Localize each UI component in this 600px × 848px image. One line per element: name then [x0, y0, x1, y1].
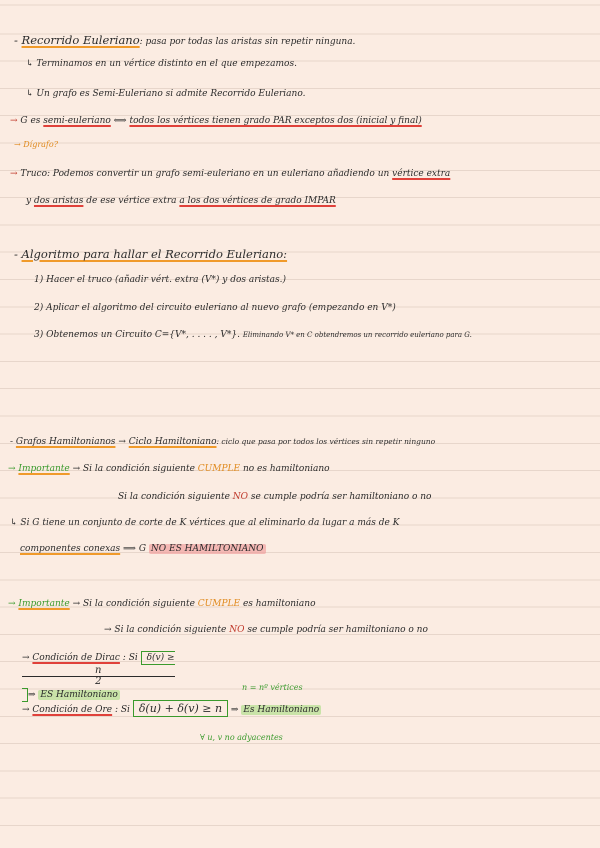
heading-recorrido-euleriano: Recorrido Euleriano [21, 33, 140, 47]
hamilton-line-3 [118, 489, 431, 505]
conclusion-no-hamiltoniano: NO ES HAMILTONIANO [150, 544, 264, 554]
condition-text: Si la condición siguiente [118, 492, 230, 502]
hamilton-line-7 [104, 622, 428, 638]
condition-text: → Si la condición siguiente [72, 599, 195, 609]
term-vertices-impar: a los dos vértices de grado IMPAR [179, 196, 336, 206]
euler-line-6 [10, 166, 450, 182]
result-es-hamiltoniano: Es Hamiltoniano [243, 705, 320, 715]
bullet-dash: - [14, 247, 18, 261]
dirac-expression: δ(v) ≥ [146, 653, 175, 663]
keyword-no: NO [229, 625, 245, 635]
hamilton-line-1 [10, 434, 435, 450]
algoritmo-step-2: 2) Aplicar el algoritmo del circuito euleriano al nuevo grafo (empezando en V*) [34, 303, 396, 313]
term-componentes-conexas: componentes conexas [20, 544, 121, 554]
keyword-no: NO [232, 492, 249, 502]
condition-result: es hamiltoniano [242, 599, 316, 609]
hamilton-line-5 [20, 541, 266, 557]
term-vertice-extra: vértice extra [392, 169, 451, 179]
euler-line-1 [14, 32, 355, 50]
implies-symbol: ⇒ [230, 705, 239, 715]
arrow-icon: → [118, 437, 126, 447]
implies-symbol: ⇒ [28, 690, 36, 700]
ore-formula-box: δ(u) + δ(v) ≥ n [133, 700, 228, 717]
euler-line-3: ↳ Un grafo es Semi-Euleriano si admite Recorrido Euleriano. [26, 89, 306, 99]
arrow-icon: → [8, 464, 16, 474]
hamilton-line-4: ↳ Si G tiene un conjunto de corte de K vértices que al eliminarlo da lugar a más de K [10, 518, 400, 528]
iff-symbol: ⟺ [113, 116, 127, 126]
condition-text: → Si la condición siguiente [104, 625, 227, 635]
bullet-dash: - [14, 33, 18, 47]
condition-result: no es hamiltoniano [242, 464, 330, 474]
heading-algoritmo: Algoritmo para hallar el Recorrido Euleriano: [21, 247, 288, 261]
label-importante: Importante [18, 464, 70, 474]
fraction-denominator: 2 [95, 676, 102, 687]
dirac-line [22, 650, 175, 703]
term-semi-euleriano: semi-euleriano [43, 116, 111, 126]
text-y: y [26, 196, 32, 206]
euler-line-2: ↳ Terminamos en un vértice distinto en el que empezamos. [26, 59, 297, 69]
arrow-icon: → [22, 705, 30, 715]
heading-ciclo-hamiltoniano: Ciclo Hamiltoniano [128, 437, 217, 447]
label-condicion-ore: Condición de Ore [32, 705, 113, 715]
dirac-note: n = nº vértices [242, 683, 303, 692]
term-dos-aristas: dos aristas [33, 196, 84, 206]
text-g: G [138, 544, 147, 554]
euler-line-4 [10, 113, 422, 129]
ciclo-definition: : ciclo que pasa por todos los vértices sin repetir ninguno [216, 437, 436, 446]
hamilton-line-6 [8, 596, 316, 612]
step-3-note: Eliminando V* en C obtendremos un recorrido euleriano para G. [242, 331, 472, 339]
condition-text: → Si la condición siguiente [72, 464, 195, 474]
algoritmo-step-3 [34, 327, 472, 343]
arrow-icon: → [10, 169, 18, 179]
keyword-cumple: CUMPLE [197, 464, 241, 474]
truco-text: Podemos convertir un grafo semi-euleriano en un euleriano añadiendo un [52, 169, 390, 179]
condition-result: se cumple podría ser hamiltoniano o no [247, 625, 428, 635]
truco-label: Truco: [20, 169, 51, 179]
step-3-text: 3) Obtenemos un Circuito C={V*, . . . . , V*}. [34, 330, 240, 340]
implies-symbol: ⟹ [123, 544, 136, 554]
euler-line-7 [26, 193, 336, 209]
ore-note: ∀ u, v no adyacentes [200, 733, 283, 742]
condition-result: se cumple podría ser hamiltoniano o no [250, 492, 432, 502]
semi-euleriano-condition: todos los vértices tienen grado PAR exceptos dos (inicial y final) [129, 116, 422, 126]
ore-line [22, 701, 321, 718]
fraction-n-over-2 [22, 666, 175, 687]
result-es-hamiltoniano: ES Hamiltoniano [40, 690, 118, 700]
digrafo-note: → Dígrafo? [14, 140, 58, 149]
text-mid: de ese vértice extra [86, 196, 177, 206]
label-condicion-dirac: Condición de Dirac [32, 653, 120, 663]
fraction-numerator: n [22, 666, 175, 677]
definition-text: : pasa por todas las aristas sin repetir ninguna. [139, 37, 356, 47]
text-g-es: G es [20, 116, 41, 126]
text-si: : Si [115, 705, 130, 715]
text-si: : Si [122, 653, 138, 663]
arrow-icon: → [22, 653, 30, 663]
arrow-icon: → [8, 599, 16, 609]
heading-grafos-hamiltonianos: Grafos Hamiltonianos [15, 437, 116, 447]
arrow-icon: → [10, 116, 18, 126]
algoritmo-title-line [14, 246, 287, 262]
label-importante: Importante [18, 599, 70, 609]
bullet-dash: - [10, 437, 14, 447]
algoritmo-step-1: 1) Hacer el truco (añadir vért. extra (V*) y dos aristas.) [34, 275, 287, 285]
hamilton-line-2 [8, 461, 330, 477]
keyword-cumple: CUMPLE [197, 599, 241, 609]
